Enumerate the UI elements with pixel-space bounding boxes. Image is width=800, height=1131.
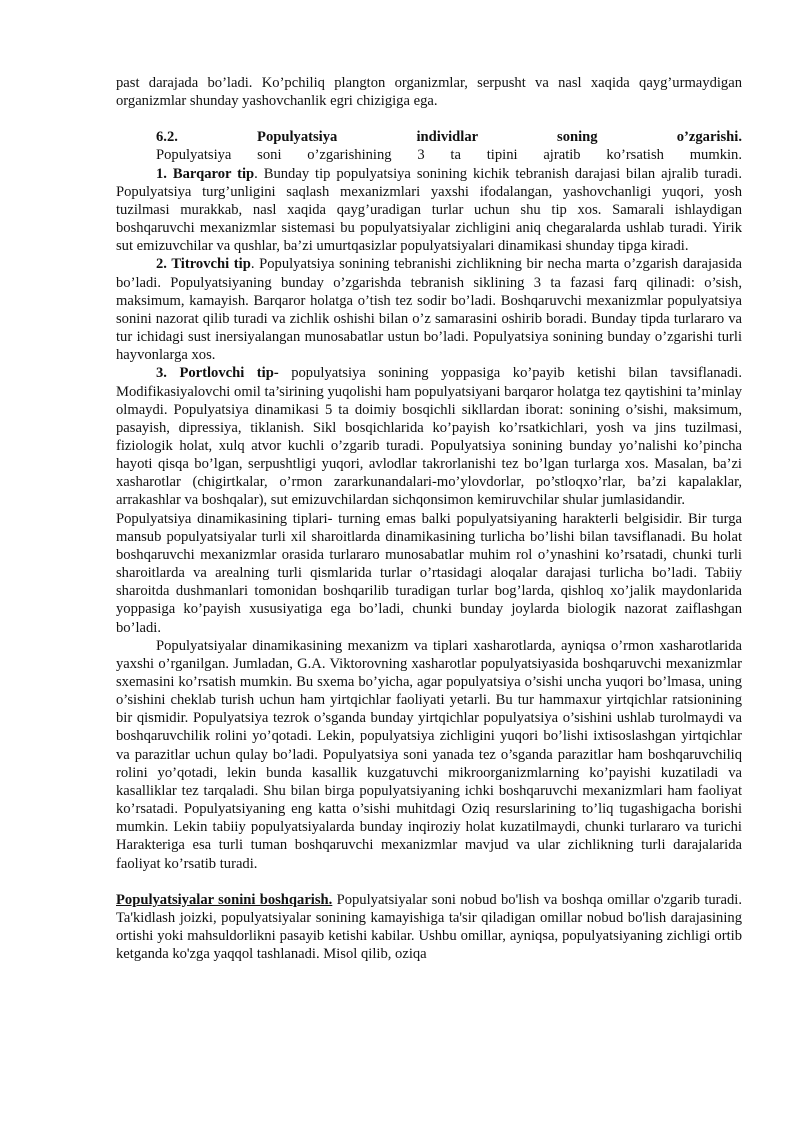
control-text: Populyatsiyalar soni nobud bo'lish va boshqa omillar o'zgarib turadi. Ta'kidlash joizki, populyatsiyalar sonining kamayishiga ta'sir qiladigan omillar nobud bo'lish darajasining ortishi yoki mahsuldorlikni pasayib ketishi kabilar. Ushbu omillar, ayniqsa, populyatsiyaning zichligi ortib ketganda ko'zga yaqqol tashlanadi. Misol qilib, oziqa — [116, 891, 743, 963]
paragraph-types-intro: Populyatsiya soni o’zgarishining 3 ta tipini ajratib ko’rsatish mumkin. — [156, 147, 742, 164]
paragraph-type-2 — [116, 255, 742, 364]
type-2-text: . Populyatsiya sonining tebranishi zichlikning bir necha marta o’zgarish darajasida bo’ladi. Populyatsiyaning bunday o’zgarishda tebranish siklining 3 ta fazasi farq qilinadi: o’sish, maksimum, kamayish. Barqaror holatga o’tish tez sodir bo’ladi. Boshqaruvchi mexanizmlar populyatsiya sonini nazorat qilib turadi va zichlik oshishi bilan o’z samarasini oshirib boradi. Bunday tipda turlararo va tur ichidagi sust inersiyalangan munosabatlar ustun bo’ladi. Populyatsiya sonining bunday o’zgarishi turli hayvonlarga xos. — [116, 256, 742, 364]
type-2-label: 2. Titrovchi tip — [156, 256, 251, 273]
paragraph-intro: past darajada bo’ladi. Ko’pchiliq plangton organizmlar, serpusht va nasl xaqida qayg’urmaydigan organizmlar shunday yashovchanlik egri chizigiga ega. — [116, 75, 742, 110]
paragraph-dynamics: Populyatsiya dinamikasining tiplari- turning emas balki populyatsiyaning harakterli belgisidir. Bir turga mansub populyatsiyalar turli xil sharoitlarda dinamikasining turlicha bo’lishi bilan tavsiflanadi. Bu holat boshqaruvchi mexanizmlar orasida turlararo munosabatlar muhim rol o’ynashini ko’rsatadi, chunki turli sharoitlarda va arealning turli qismlarida turlar o’rtasidagi aloqalar darajasi turlicha bo’ladi. Tabiiy sharoitda dushmanlari tomonidan boshqarilib turadigan turlar bog’larda, qishloq xo’jalik maydonlarida yoppasiga ko’payish xususiyatiga ega bo’ladi, chunki bunday joylarda biologik nazorat zaiflashgan bo’ladi. — [116, 510, 742, 636]
paragraph-population-control — [116, 891, 742, 964]
paragraph-type-1 — [116, 165, 742, 256]
type-3-text: populyatsiya sonining yoppasiga ko’payib ketishi bilan tavsiflanadi. Modifikasiyalovchi omil ta’sirining yuqolishi ham populyatsiyani barqaror holatga tez qaytishini ta’minlay olmaydi. Populyatsiya dinamikasi 5 ta doimiy bosqichli sikllardan iborat: sonining o’sishi, maksimum, pasayish, dipressiya, tiklanish. Sikl bosqichlarida ko’payish ko’rsatkichlari, yosh va jins tuzilmasi, fiziologik holat, xulq atvor kuchli o’zgarib turadi. Populyatsiya sonining bunday yo’nalishi ko’pincha hayoti qisqa bo’lgan, serpushtligi yuqori, avlodlar takrorlanishi tez bo’lgan turlarga xos. Masalan, ba’zi xasharotlar (chigirtkalar, o’rmon zararkunandalari-mo’ylovdorlar, po’stloqxo’rlar, ba’zi kapalaklar, arrakashlar va boshqalar), sut emizuvchilardan sichqonsimon kemiruvchilar shular jumlasidandir. — [116, 365, 742, 509]
control-heading: Populyatsiyalar sonini boshqarish. — [116, 891, 333, 908]
type-1-label: 1. Barqaror tip — [156, 165, 255, 182]
section-heading: 6.2. Populyatsiya individlar soning o’zgarishi. — [156, 129, 742, 146]
paragraph-type-3 — [116, 364, 742, 509]
type-1-text: . Bunday tip populyatsiya sonining kichik tebranish darajasi bilan ajralib turadi. Populyatsiya turg’unligini saqlash mexanizmlari yaxshi ifodalangan, yashovchanligi yuqori, yosh tuzilmasi murakkab, nasl xaqida qayg’uradigan turlar uchun shu tip xos. Samarali ishlaydigan boshqaruvchi mexanizmlar sistemasi bu populyatsiyalar zichligini aniq chegaralarda ushlab turadi. Yirik sut emizuvchilar va qushlar, ba’zi umurtqasizlar populyatsiyalari dinamikasi shunday tipga kiradi. — [116, 165, 742, 255]
type-3-label: 3. Portlovchi tip- — [156, 365, 279, 382]
paragraph-mechanisms: Populyatsiyalar dinamikasining mexanizm va tiplari xasharotlarda, ayniqsa o’rmon xasharotlarida yaxshi o’rganilgan. Jumladan, G.A. Viktorovning xasharotlar populyatsiyasida boshqaruvchi mexanizmlar sxemasini ko’rsatish mumkin. Bu sxema bo’yicha, agar populyatsiya o’sishi uncha yuqori bo’lmasa, uning o’sishini cheklab turish uchun ham yirtqichlar faoliyati yetarli. Bu tur hammaxur yirtqichlar ratsionining bir qismidir. Populyatsiya tezrok o’sganda bunday yirtqichlar populyatsiya o’sishini ushlab turolmaydi va boshqaruvchilik rolini yo’qotadi. Lekin, populyatsiya zichligini yuqori bo’lishi ixtisoslashgan yirtqichlar va parazitlar uchun qulay bo’ladi. Populyatsiya soni yanada tez o’sganda parazitlar ham boshqaruvchiliq rolini yo’qotadi, lekin bunda kasallik kuzgatuvchi mikroorganizmlarning ko’payishi kuzatiladi va kasalliklar tez tarqaladi. Shu bilan birga populyatsiyaning ichki boshqaruvchi mexanizmlari ham faoliyat ko’rsatadi. Populyatsiyaning eng katta o’sishi muhitdagi Oziq resurslarining to’liq tugashigacha borishi mumkin. Lekin tabiiy populyatsiyalarda bunday inqiroziy holat kuzatilmaydi, chunki turlararo va turichi Harakteriga esa turli tuman boshqaruvchi mexanizmlar mavjud va ular zichlikning turli darajalarida faoliyat ko’rsatib turadi. — [116, 637, 742, 872]
document-page — [116, 74, 742, 963]
